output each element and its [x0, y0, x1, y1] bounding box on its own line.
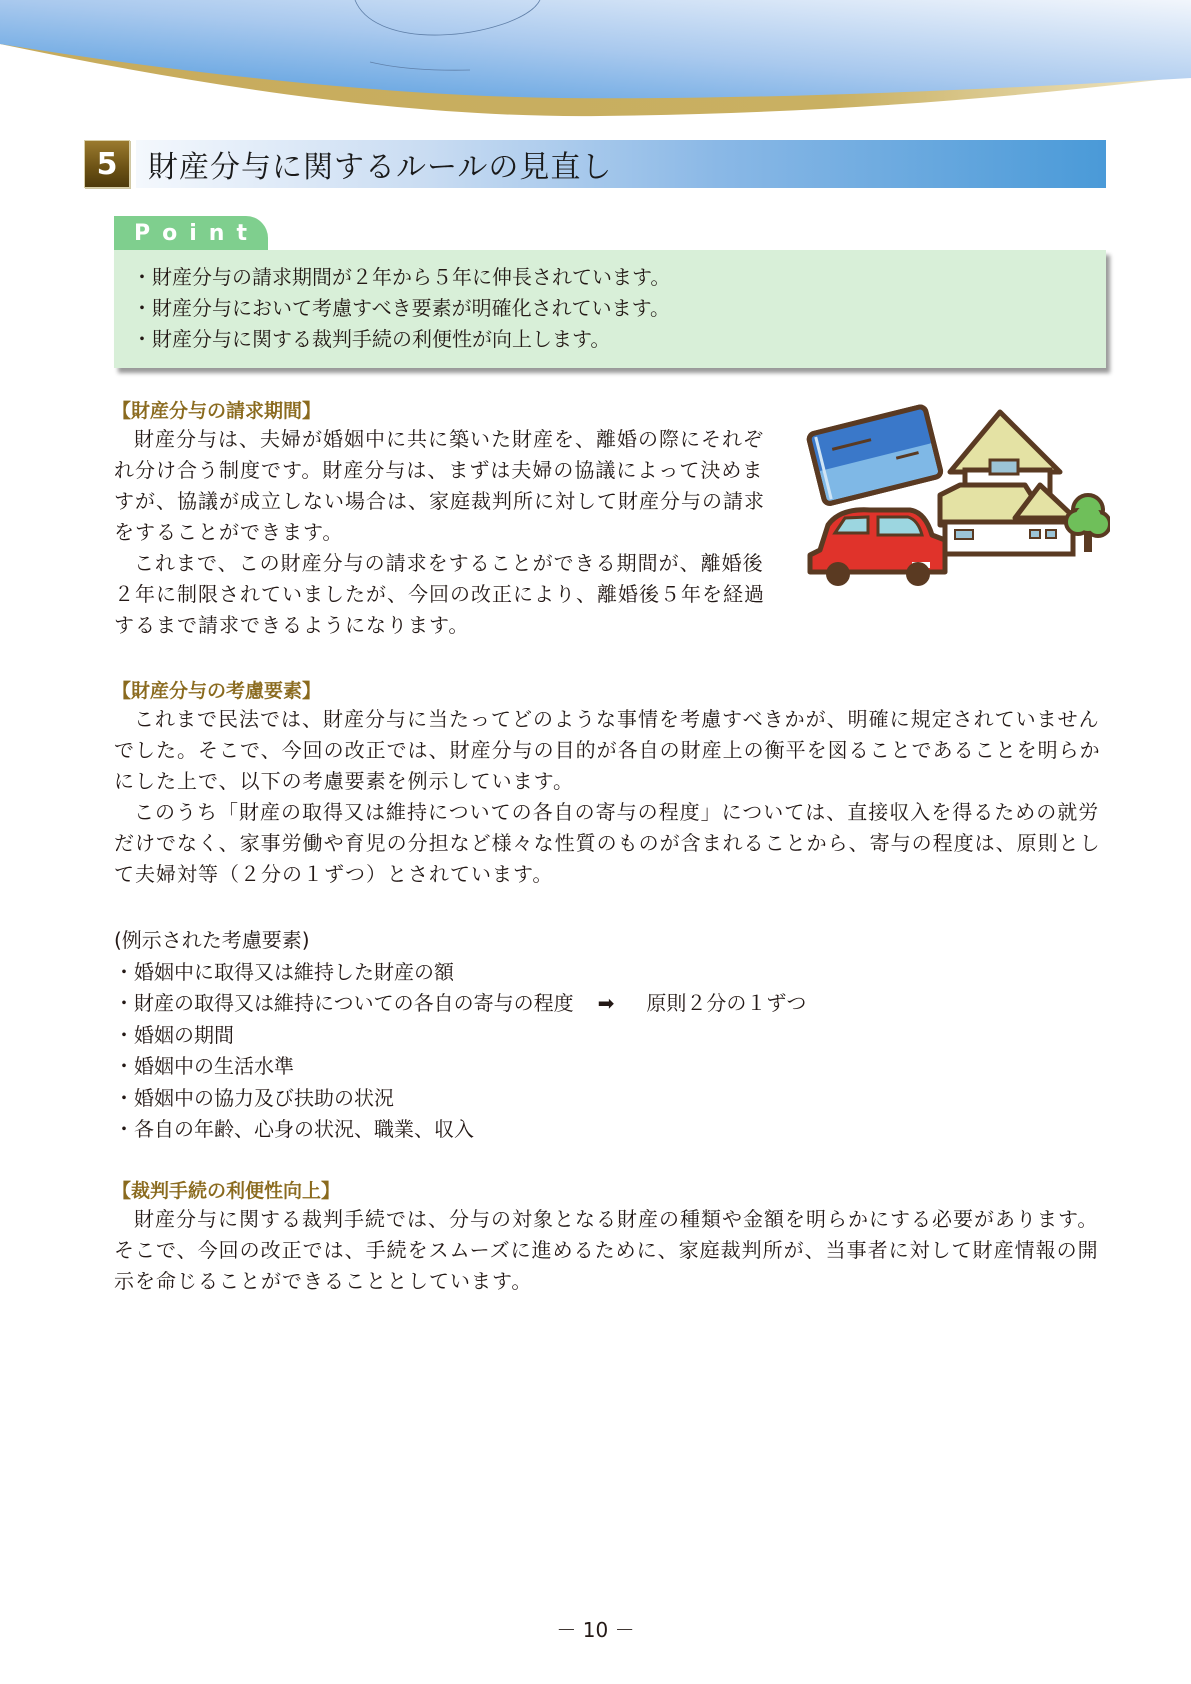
- consideration-factors-body: [114, 704, 1110, 890]
- car-icon: [810, 510, 945, 586]
- list-item-text: ・財産の取得又は維持についての各自の寄与の程度: [114, 991, 574, 1015]
- list-item: [114, 1114, 806, 1146]
- bankbook-icon: [808, 406, 942, 505]
- paragraph: 財産分与に関する裁判手続では、分与の対象となる財産の種類や金額を明らかにする必要があります。そこで、今回の改正では、手続をスムーズに進めるために、家庭裁判所が、当事者に対して財産情報の開示を命じることができることとしています。: [114, 1207, 1099, 1293]
- header-wave-decoration: [0, 0, 1191, 130]
- point-tab-label: Point: [114, 216, 268, 250]
- page-number: － 10 －: [556, 1618, 635, 1642]
- list-item: [114, 1083, 806, 1115]
- point-summary-box: [114, 250, 1106, 368]
- consideration-factors-list: [114, 925, 806, 1146]
- point-item: ・財産分与の請求期間が２年から５年に伸長されています。: [132, 265, 671, 289]
- list-item-text: ・婚姻の期間: [114, 1022, 234, 1047]
- list-item-text: ・各自の年齢、心身の状況、職業、収入: [114, 1117, 474, 1141]
- list-item-text: ・婚姻中に取得又は維持した財産の額: [114, 959, 454, 984]
- bankbook-car-house-illustration: [800, 400, 1110, 592]
- subheading-consideration-factors: 【財産分与の考慮要素】: [112, 680, 322, 702]
- point-item: ・財産分与に関する裁判手続の利便性が向上します。: [132, 327, 611, 351]
- list-item-text: ・婚姻中の協力及び扶助の状況: [114, 1085, 394, 1110]
- claim-period-body: [114, 424, 774, 641]
- list-item-text: ・婚姻中の生活水準: [114, 1054, 294, 1078]
- subheading-claim-period: 【財産分与の請求期間】: [112, 400, 322, 422]
- list-item: [114, 1051, 806, 1083]
- section-number-badge: 5: [84, 140, 130, 188]
- list-item: [114, 988, 806, 1020]
- section-title: 財産分与に関するルールの見直し: [148, 150, 613, 185]
- paragraph: これまで民法では、財産分与に当たってどのような事情を考慮すべきかが、明確に規定されていませんでした。そこで、今回の改正では、財産分与の目的が各自の財産上の衡平を図ることであることを明らかにした上で、以下の考慮要素を例示しています。: [114, 707, 1101, 793]
- section-title-background: [136, 140, 1106, 188]
- point-item: ・財産分与において考慮すべき要素が明確化されています。: [132, 296, 670, 320]
- paragraph: これまで、この財産分与の請求をすることができる期間が、離婚後２年に制限されていましたが、今回の改正により、離婚後５年を経過するまで請求できるようになります。: [114, 551, 765, 637]
- list-title: (例示された考慮要素): [114, 928, 310, 952]
- list-item: [114, 1020, 806, 1052]
- arrow-note: 原則２分の１ずつ: [646, 991, 807, 1015]
- arrow-right-icon: ➡: [597, 991, 615, 1015]
- subheading-court-procedure: 【裁判手続の利便性向上】: [112, 1180, 341, 1202]
- paragraph: 財産分与は、夫婦が婚姻中に共に築いた財産を、離婚の際にそれぞれ分け合う制度です。財産分与は、まずは夫婦の協議によって決めますが、協議が成立しない場合は、家庭裁判所に対して財産分与の請求をすることができます。: [114, 427, 765, 544]
- section-title-bar: [84, 140, 1106, 188]
- list-item: [114, 957, 806, 989]
- house-icon: [940, 412, 1075, 554]
- court-procedure-body: [114, 1204, 1110, 1297]
- paragraph: このうち「財産の取得又は維持についての各自の寄与の程度」については、直接収入を得るための就労だけでなく、家事労働や育児の分担など様々な性質のものが含まれることから、寄与の程度は、原則として夫婦対等（２分の１ずつ）とされています。: [114, 800, 1101, 886]
